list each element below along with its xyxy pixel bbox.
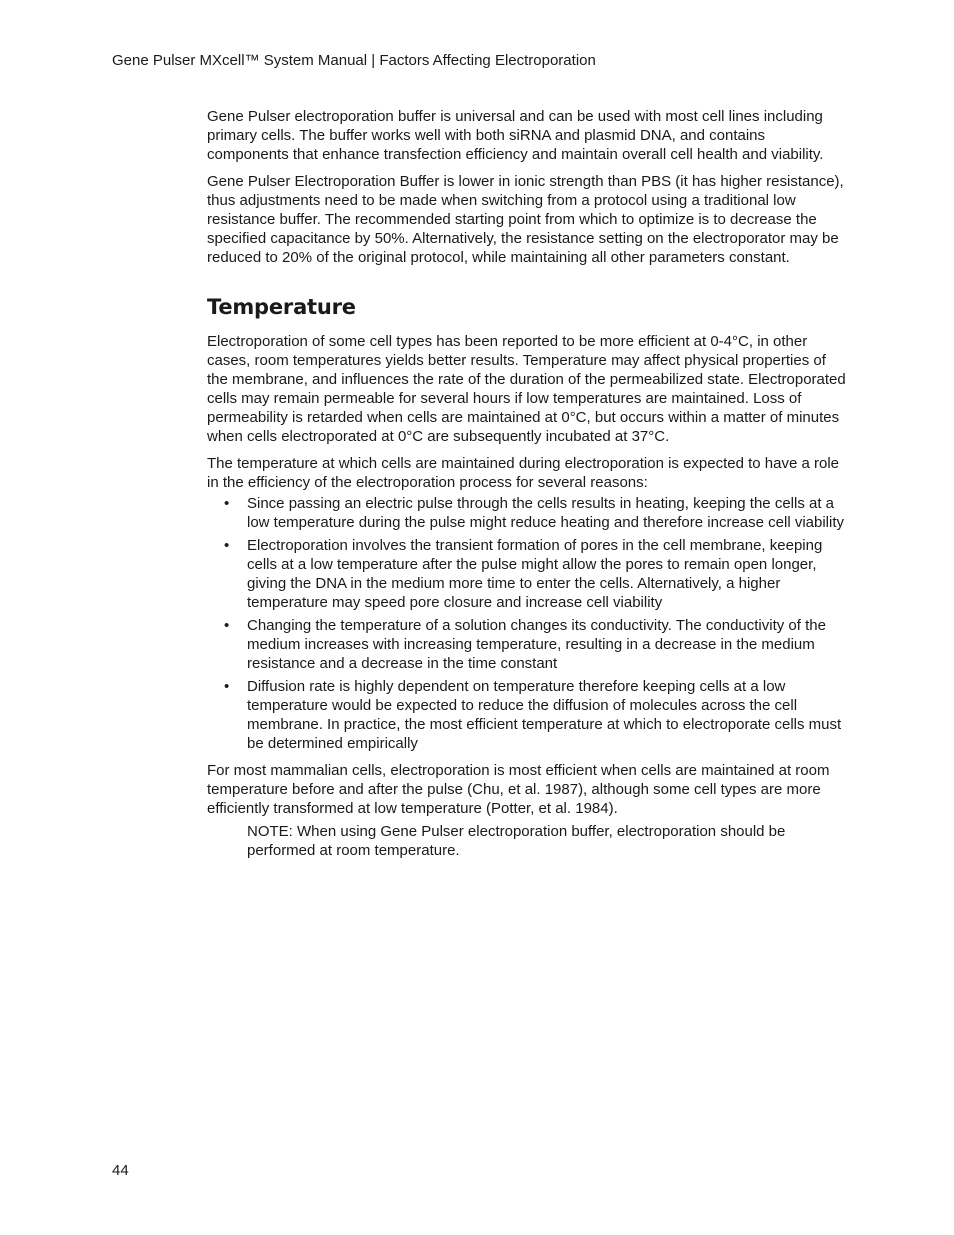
list-item <box>207 536 847 612</box>
temperature-paragraph-2: The temperature at which cells are maintained during electroporation is expected to have a role in the efficiency of the electroporation process for several reasons: <box>207 455 840 491</box>
note: NOTE: When using Gene Pulser electroporation buffer, electroporation should be performed at room temperature. <box>247 823 786 859</box>
intro-paragraph-1: Gene Pulser electroporation buffer is universal and can be used with most cell lines including primary cells. The buffer works well with both siRNA and plasmid DNA, and contains components that enhance transfection efficiency and maintain overall cell health and viability. <box>207 108 824 163</box>
list-item-text: Diffusion rate is highly dependent on temperature therefore keeping cells at a low temperature would be expected to reduce the diffusion of molecules across the cell membrane. In practice, the most efficient temperature at which to electroporate cells must be determined empirically <box>247 678 842 752</box>
bullet-icon: • <box>224 678 230 695</box>
list-item <box>207 616 847 673</box>
list-item <box>207 677 847 753</box>
page-number: 44 <box>112 1162 129 1179</box>
bullet-icon: • <box>224 537 230 554</box>
page-content <box>207 107 847 860</box>
reasons-list <box>207 494 847 753</box>
running-header: Gene Pulser MXcell™ System Manual | Factors Affecting Electroporation <box>112 52 596 69</box>
temperature-paragraph-1: Electroporation of some cell types has been reported to be more efficient at 0-4°C, in other cases, room temperatures yields better results. Temperature may affect physical properties of the membrane, and influences the rate of the duration of the permeabilized state. Electroporated cells may remain permeable for several hours if low temperatures are maintained. Loss of permeability is retarded when cells are maintained at 0°C, but occurs within a matter of minutes when cells electroporated at 0°C are subsequently incubated at 37°C. <box>207 333 846 445</box>
bullet-icon: • <box>224 495 230 512</box>
list-item-text: Changing the temperature of a solution changes its conductivity. The conductivity of the medium increases with increasing temperature, resulting in a decrease in the medium resistance and a decrease in the time constant <box>247 617 826 672</box>
intro-paragraph-2: Gene Pulser Electroporation Buffer is lower in ionic strength than PBS (it has higher resistance), thus adjustments need to be made when switching from a protocol using a traditional low resistance buffer. The recommended starting point from which to optimize is to decrease the specified capacitance by 50%. Alternatively, the resistance setting on the electroporator may be reduced to 20% of the original protocol, while maintaining all other parameters constant. <box>207 173 844 266</box>
list-item-text: Since passing an electric pulse through the cells results in heating, keeping the cells at a low temperature during the pulse might reduce heating and therefore increase cell viability <box>247 495 845 531</box>
section-heading-temperature: Temperature <box>207 295 356 319</box>
list-item <box>207 494 847 532</box>
bullet-icon: • <box>224 617 230 634</box>
temperature-paragraph-3: For most mammalian cells, electroporation is most efficient when cells are maintained at room temperature before and after the pulse (Chu, et al. 1987), although some cell types are more efficiently transformed at low temperature (Potter, et al. 1984). <box>207 762 830 817</box>
list-item-text: Electroporation involves the transient formation of pores in the cell membrane, keeping cells at a low temperature after the pulse might allow the pores to remain open longer, giving the DNA in the medium more time to enter the cells. Alternatively, a higher temperature may speed pore closure and increase cell viability <box>247 537 823 611</box>
